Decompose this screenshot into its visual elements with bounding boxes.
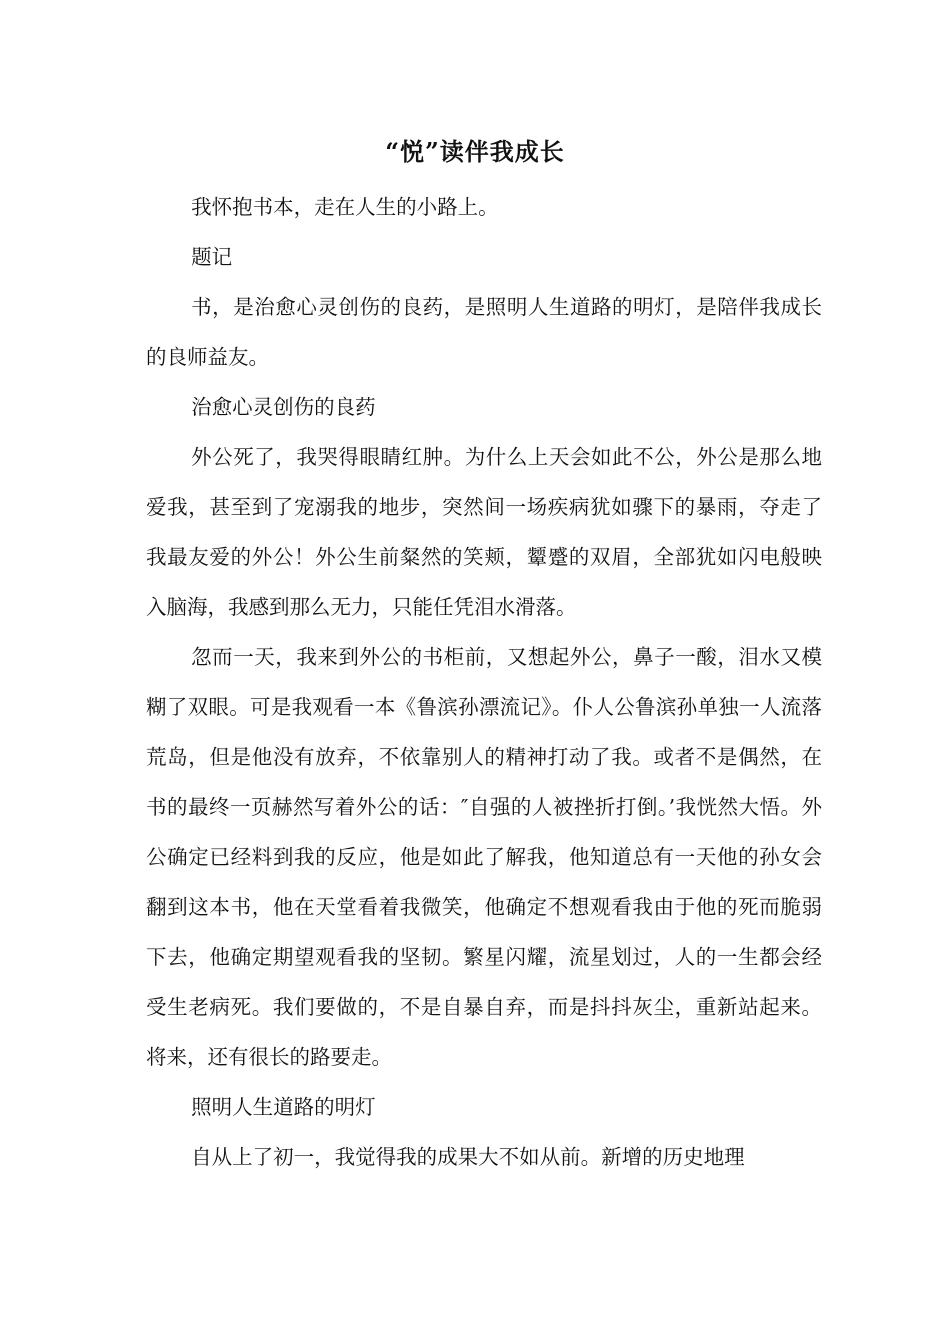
- epigraph-line: 我怀抱书本，走在人生的小路上。: [191, 195, 499, 219]
- section-heading-lamp: 照明人生道路的明灯: [191, 1095, 376, 1119]
- intro-paragraph: 书，是治愈心灵创伤的良药，是照明人生道路的明灯，是陪伴我成长的良师益友。: [146, 295, 822, 369]
- section-heading-healing: 治愈心灵创伤的良药: [191, 395, 376, 419]
- epigraph-label: 题记: [191, 245, 233, 269]
- document-title: “悦”读伴我成长: [385, 137, 565, 166]
- document-body: [146, 182, 822, 1182]
- body-paragraph: 自从上了初一，我觉得我的成果大不如从前。新增的历史地理: [191, 1145, 745, 1169]
- body-paragraph: 外公死了，我哭得眼睛红肿。为什么上天会如此不公，外公是那么地爱我，甚至到了宠溺我的地步，突然间一场疾病犹如骤下的暴雨，夺走了我最友爱的外公！外公生前粲然的笑颊，颦蹙的双眉，全部犹如闪电般映入脑海，我感到那么无力，只能任凭泪水滑落。: [146, 445, 822, 619]
- body-paragraph: 忽而一天，我来到外公的书柜前，又想起外公，鼻子一酸，泪水又模糊了双眼。可是我观看一本《鲁滨孙漂流记》。仆人公鲁滨孙单独一人流落荒岛，但是他没有放弃，不依靠别人的精神打动了我。或者不是偶然，在书的最终一页赫然写着外公的话：″自强的人被挫折打倒。’我恍然大悟。外公确定已经料到我的反应，他是如此了解我，他知道总有一天他的孙女会翻到这本书，他在天堂看着我微笑，他确定不想观看我由于他的死而脆弱下去，他确定期望观看我的坚韧。繁星闪耀，流星划过，人的一生都会经受生老病死。我们要做的，不是自暴自弃，而是抖抖灰尘，重新站起来。将来，还有很长的路要走。: [146, 645, 822, 1069]
